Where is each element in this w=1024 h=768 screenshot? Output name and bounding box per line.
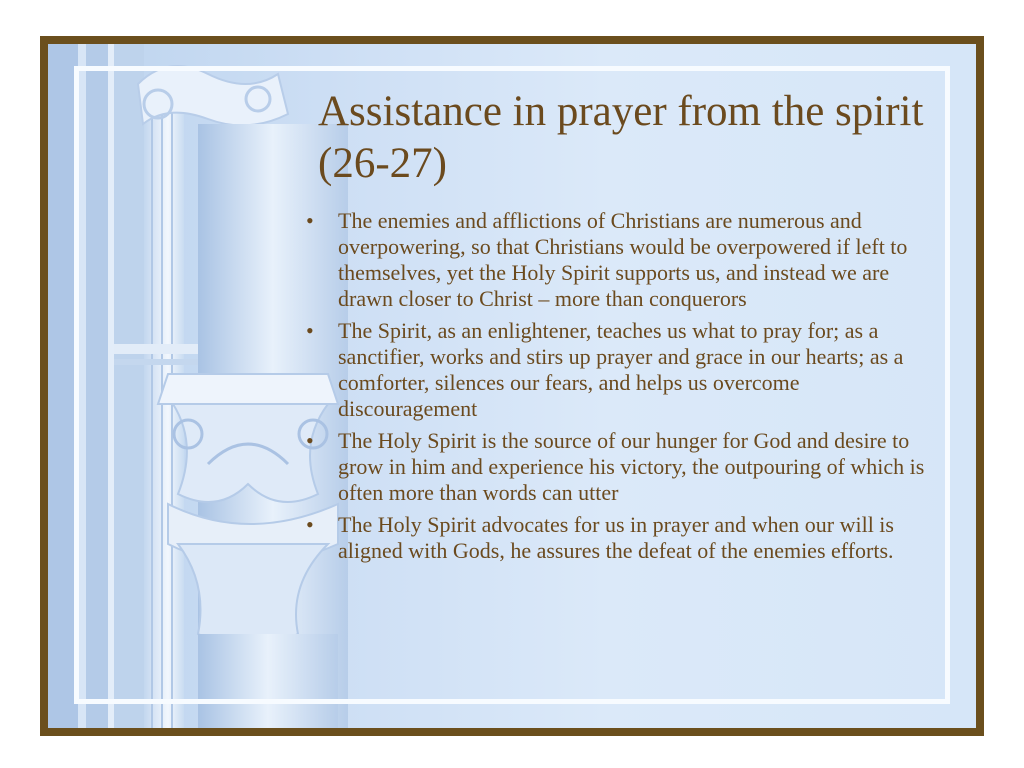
bullet-dot: • (306, 318, 314, 343)
bullet-item (304, 318, 944, 422)
slide-background (48, 44, 976, 728)
bullet-text: The enemies and afflictions of Christians are numerous and overpowering, so that Christians would be overpowered if left to themselves, yet the Holy Spirit supports us, and instead we are drawn closer to Christ – more than conquerors (338, 208, 908, 311)
bullet-dot: • (306, 428, 314, 453)
bullet-dot: • (306, 512, 314, 537)
bullet-item (304, 512, 944, 564)
bullet-text: The Holy Spirit is the source of our hunger for God and desire to grow in him and experience his victory, the outpouring of which is often more than words can utter (338, 428, 925, 505)
slide-title: Assistance in prayer from the spirit (26-27) (318, 88, 924, 187)
bullet-text: The Holy Spirit advocates for us in prayer and when our will is aligned with Gods, he assures the defeat of the enemies efforts. (338, 512, 894, 563)
slide (40, 36, 984, 736)
bullet-item (304, 208, 944, 312)
bullet-list (304, 208, 944, 570)
bullet-item (304, 428, 944, 506)
bullet-dot: • (306, 208, 314, 233)
bullet-text: The Spirit, as an enlightener, teaches us what to pray for; as a sanctifier, works and stirs up prayer and grace in our hearts; as a comforter, silences our fears, and helps us overcome discouragement (338, 318, 904, 421)
classical-columns-background (48, 44, 348, 728)
